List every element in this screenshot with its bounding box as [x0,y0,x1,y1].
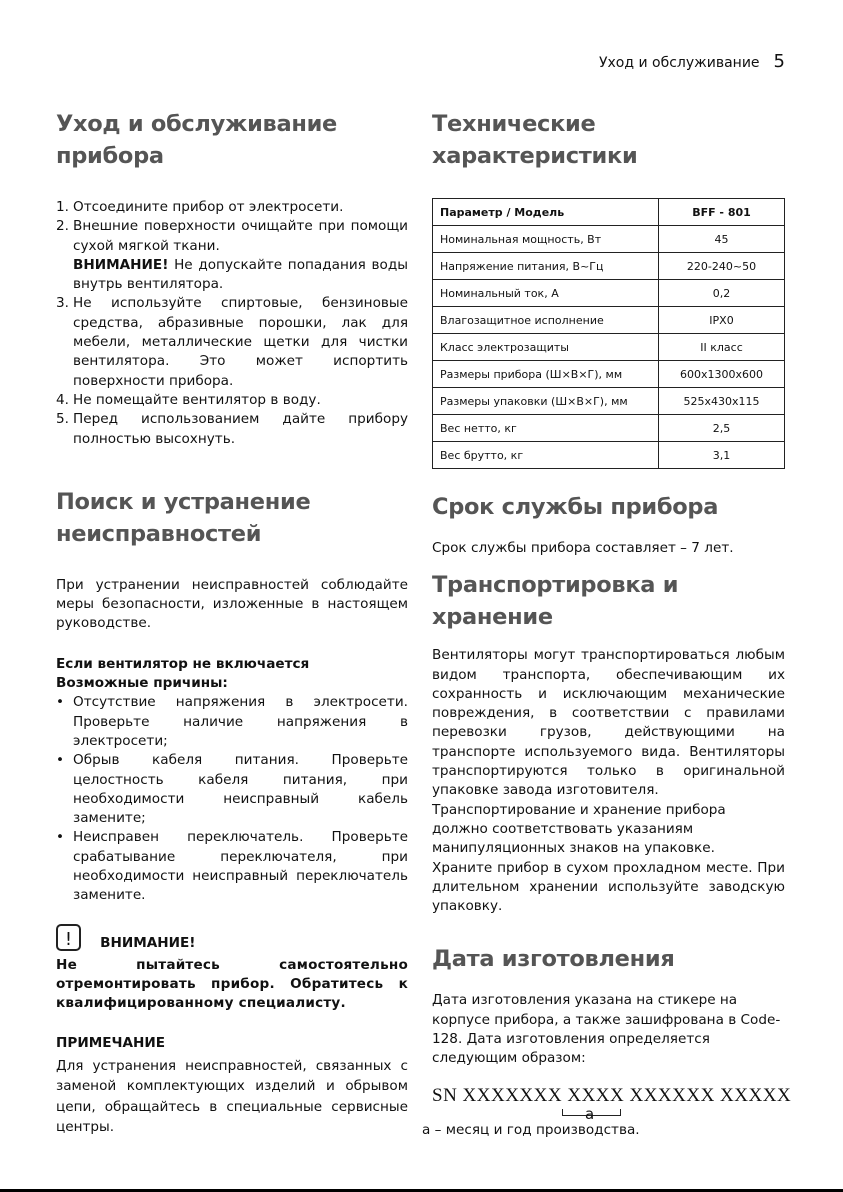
serial-number-format [432,1084,792,1125]
transport-paragraph-3: Храните прибор в сухом прохладном месте. При длительном хранении используйте заводскую упаковку. [432,859,785,915]
param-cell: Класс электрозащиты [433,334,659,361]
manufacture-title: Дата изготовления [432,946,675,973]
running-head [599,51,785,72]
value-cell: II класс [659,334,785,361]
service-life-title: Срок службы прибора [432,494,719,520]
manufacture-legend: а – месяц и год производства. [422,1121,640,1138]
transport-paragraph-2: Транспортирование и хранение прибора должно соответствовать указаниям манипуляционных знаков на упаковке. [432,801,726,857]
troubleshooting-title-line2: неисправностей [56,520,262,547]
table-header-row [433,199,785,226]
table-row [433,334,785,361]
step-text: Не помещайте вентилятор в воду. [73,391,321,408]
warning-label: ВНИМАНИЕ! [73,256,169,273]
table-header-param: Параметр / Модель [433,199,659,226]
value-cell: 600x1300x600 [659,361,785,388]
list-item [56,410,408,449]
transport-paragraph-1: Вентиляторы могут транспортироваться любым видом транспорта, обеспечивающим их сохранность и исключающим механические повреждения, в соответствии с правилами перевозки грузов, действующими на транспорте используемого вида. Вентиляторы транспортируются только в оригинальной упаковке завода изготовителя. [432,647,785,799]
step-text: Перед использованием дайте прибору полностью высохнуть. [73,411,408,447]
note-label: ПРИМЕЧАНИЕ [56,1034,166,1051]
service-life-text: Срок службы прибора составляет – 7 лет. [432,540,734,556]
causes-list [56,693,408,905]
value-cell: 220-240~50 [659,253,785,280]
value-cell: 2,5 [659,415,785,442]
param-cell: Влагозащитное исполнение [433,307,659,334]
step-text: Внешние поверхности очищайте при помощи сухой мягкой ткани. [73,218,408,254]
step-text: Отсоедините прибор от электросети. [73,199,344,215]
value-cell: 0,2 [659,280,785,307]
alert-text: Не пытайтесь самостоятельно отремонтировать прибор. Обратитесь к квалифицированному специалисту. [56,956,408,1012]
table-row [433,253,785,280]
table-row [433,388,785,415]
sn-suffix: XXXXXX XXXXX [624,1084,792,1106]
param-cell: Напряжение питания, В~Гц [433,253,659,280]
param-cell: Номинальная мощность, Вт [433,226,659,253]
value-cell: 45 [659,226,785,253]
warning-text: Не допускайте попадания воды внутрь вентилятора. [73,256,408,293]
step-number: 2. [56,218,69,235]
troubleshooting-intro: При устранении неисправностей соблюдайте меры безопасности, изложенные в настоящем руководстве. [56,576,408,632]
right-column [422,108,792,1140]
list-item [56,391,408,410]
value-cell: 3,1 [659,442,785,469]
troubleshooting-title [56,486,408,550]
problem-heading: Если вентилятор не включается [56,655,310,672]
list-item [56,198,408,217]
troubleshooting-title-line1: Поиск и устранение [56,488,311,515]
alert-label: ВНИМАНИЕ! [100,934,196,951]
specs-table [432,198,785,469]
left-column [56,108,408,1138]
table-row [433,415,785,442]
table-row [433,361,785,388]
table-row [433,307,785,334]
param-cell: Вес брутто, кг [433,442,659,469]
care-title: Уход и обслуживание прибора [56,111,338,169]
list-item [56,294,408,390]
step-text: Не используйте спиртовые, бензиновые средства, абразивные порошки, лак для мебели, металлические щетки для чистки вентилятора. Это может испортить поверхности прибора. [73,295,408,389]
step-number: 5. [56,411,69,428]
table-header-model: BFF - 801 [659,199,785,226]
sn-prefix: SN XXXXXXX [432,1084,568,1106]
alert-header [56,924,408,956]
causes-label: Возможные причины: [56,675,228,692]
step-warning [73,256,408,295]
param-cell: Вес нетто, кг [433,415,659,442]
step-number: 4. [56,391,69,408]
value-cell: 525x430x115 [659,388,785,415]
value-cell: IPX0 [659,307,785,334]
param-cell: Размеры упаковки (Ш×В×Г), мм [433,388,659,415]
param-cell: Номинальный ток, А [433,280,659,307]
table-row [433,226,785,253]
list-item: • Отсутствие напряжения в электросети. Проверьте наличие напряжения в электросети; [56,693,408,751]
param-cell: Размеры прибора (Ш×В×Г), мм [433,361,659,388]
table-row [433,442,785,469]
page-number: 5 [773,51,785,72]
list-item: • Обрыв кабеля питания. Проверьте целостность кабеля питания, при необходимости неисправный кабель замените; [56,751,408,828]
step-number: 3. [56,295,69,312]
table-row [433,280,785,307]
manufacture-text: Дата изготовления указана на стикере на корпусе прибора, а также зашифрована в Code-128. Дата изготовления определяется следующим образом: [432,992,781,1067]
running-head-title: Уход и обслуживание [598,55,760,71]
list-item: • Неисправен переключатель. Проверьте срабатывание переключателя, при необходимости неисправный переключатель замените. [56,828,408,905]
exclamation-icon: ! [56,924,81,951]
step-number: 1. [56,199,69,215]
note-text: Для устранения неисправностей, связанных с заменой комплектующих изделий и обрывом цепи, обращайтесь в специальные сервисные центры. [56,1057,408,1136]
sn-bracket-label: a [585,1104,595,1123]
care-steps [56,198,408,449]
sn-marked-segment: XXXX [567,1084,625,1106]
specs-title: Технические характеристики [432,111,638,169]
transport-title: Транспортировка и хранение [432,572,679,631]
list-item [56,217,408,294]
